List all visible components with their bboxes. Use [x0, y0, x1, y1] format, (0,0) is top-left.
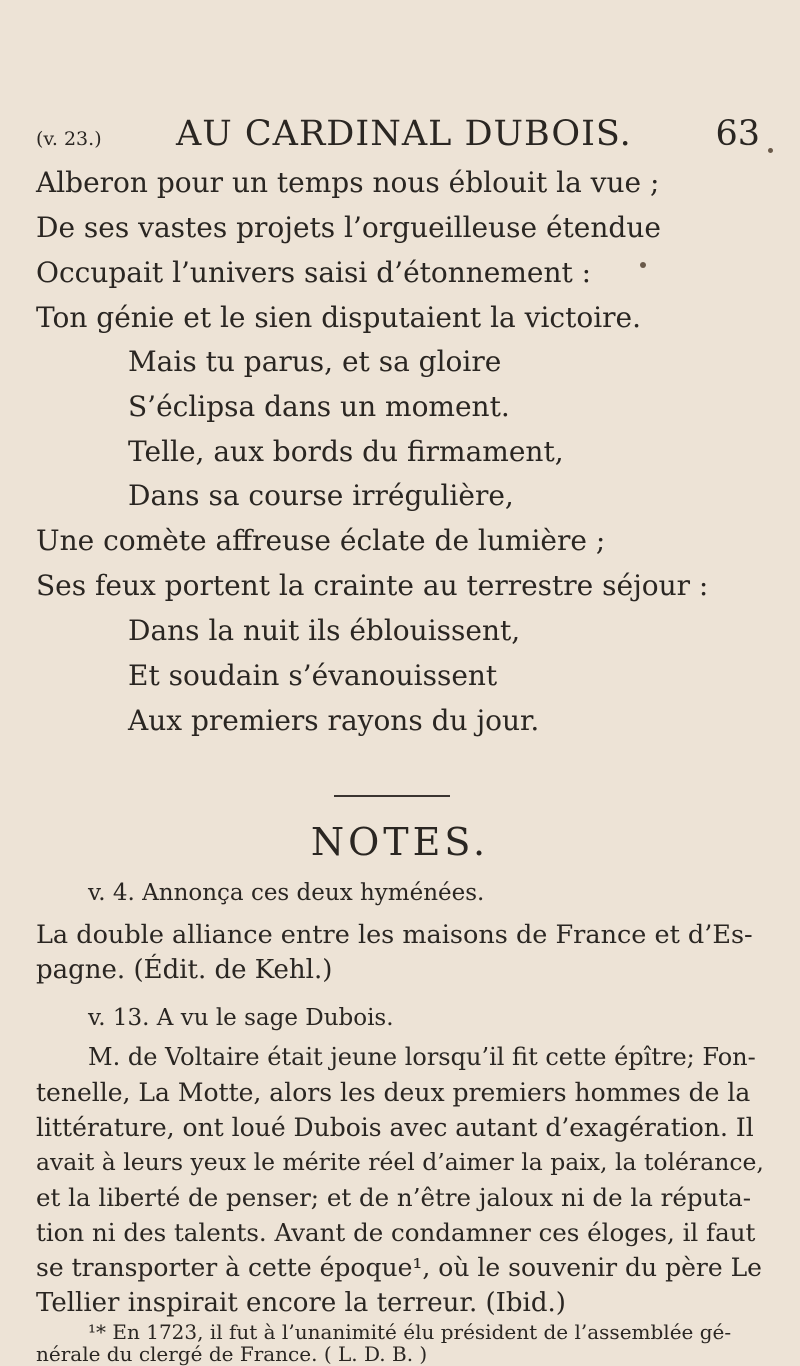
verse-line: Occupait l’univers saisi d’étonnement : [36, 256, 592, 289]
header-verse-reference: (v. 23.) [36, 128, 102, 150]
verse-line: Ton génie et le sien disputaient la victoire. [36, 301, 642, 334]
section-divider [334, 795, 450, 797]
verse-line: Telle, aux bords du firmament, [128, 435, 564, 468]
verse-line: Aux premiers rayons du jour. [128, 704, 540, 737]
notes-heading: NOTES. [310, 820, 490, 864]
footnote-line: ¹* En 1723, il fut à l’unanimité élu président de l’assemblée gé- [88, 1320, 732, 1344]
speckle [640, 262, 646, 268]
note-text-line: se transporter à cette époque¹, où le souvenir du père Le [36, 1253, 762, 1282]
note-reference: v. 13. A vu le sage Dubois. [88, 1005, 394, 1031]
note-text-line: avait à leurs yeux le mérite réel d’aimer la paix, la tolérance, [36, 1148, 764, 1176]
verse-line: S’éclipsa dans un moment. [128, 390, 510, 423]
verse-line: Et soudain s’évanouissent [128, 659, 498, 692]
footnote-line: nérale du clergé de France. ( L. D. B. ) [36, 1342, 428, 1366]
running-header [36, 114, 760, 164]
verse-line: Dans la nuit ils éblouissent, [128, 614, 521, 647]
page-number: 63 [715, 114, 760, 154]
speckle [768, 148, 773, 153]
note-text-line: pagne. (Édit. de Kehl.) [36, 955, 333, 985]
header-title: AU CARDINAL DUBOIS. [176, 114, 632, 154]
verse-line: Ses feux portent la crainte au terrestre séjour : [36, 569, 709, 602]
verse-line: Alberon pour un temps nous éblouit la vue ; [36, 166, 660, 199]
note-reference: v. 4. Annonça ces deux hyménées. [88, 880, 485, 906]
note-text-line: littérature, ont loué Dubois avec autant d’exagération. Il [36, 1113, 754, 1142]
verse-line: Une comète affreuse éclate de lumière ; [36, 524, 606, 557]
note-text-line: M. de Voltaire était jeune lorsqu’il fit cette épître; Fon- [88, 1043, 756, 1071]
note-text-line: La double alliance entre les maisons de France et d’Es- [36, 920, 753, 950]
verse-line: Dans sa course irrégulière, [128, 479, 514, 512]
verse-line: De ses vastes projets l’orgueilleuse étendue [36, 211, 661, 244]
verse-line: Mais tu parus, et sa gloire [128, 345, 502, 378]
note-text-line: tenelle, La Motte, alors les deux premiers hommes de la [36, 1078, 751, 1107]
note-text-line: Tellier inspirait encore la terreur. (Ibid.) [36, 1288, 566, 1318]
note-text-line: et la liberté de penser; et de n’être jaloux ni de la réputa- [36, 1183, 752, 1212]
note-text-line: tion ni des talents. Avant de condamner ces éloges, il faut [36, 1218, 756, 1247]
